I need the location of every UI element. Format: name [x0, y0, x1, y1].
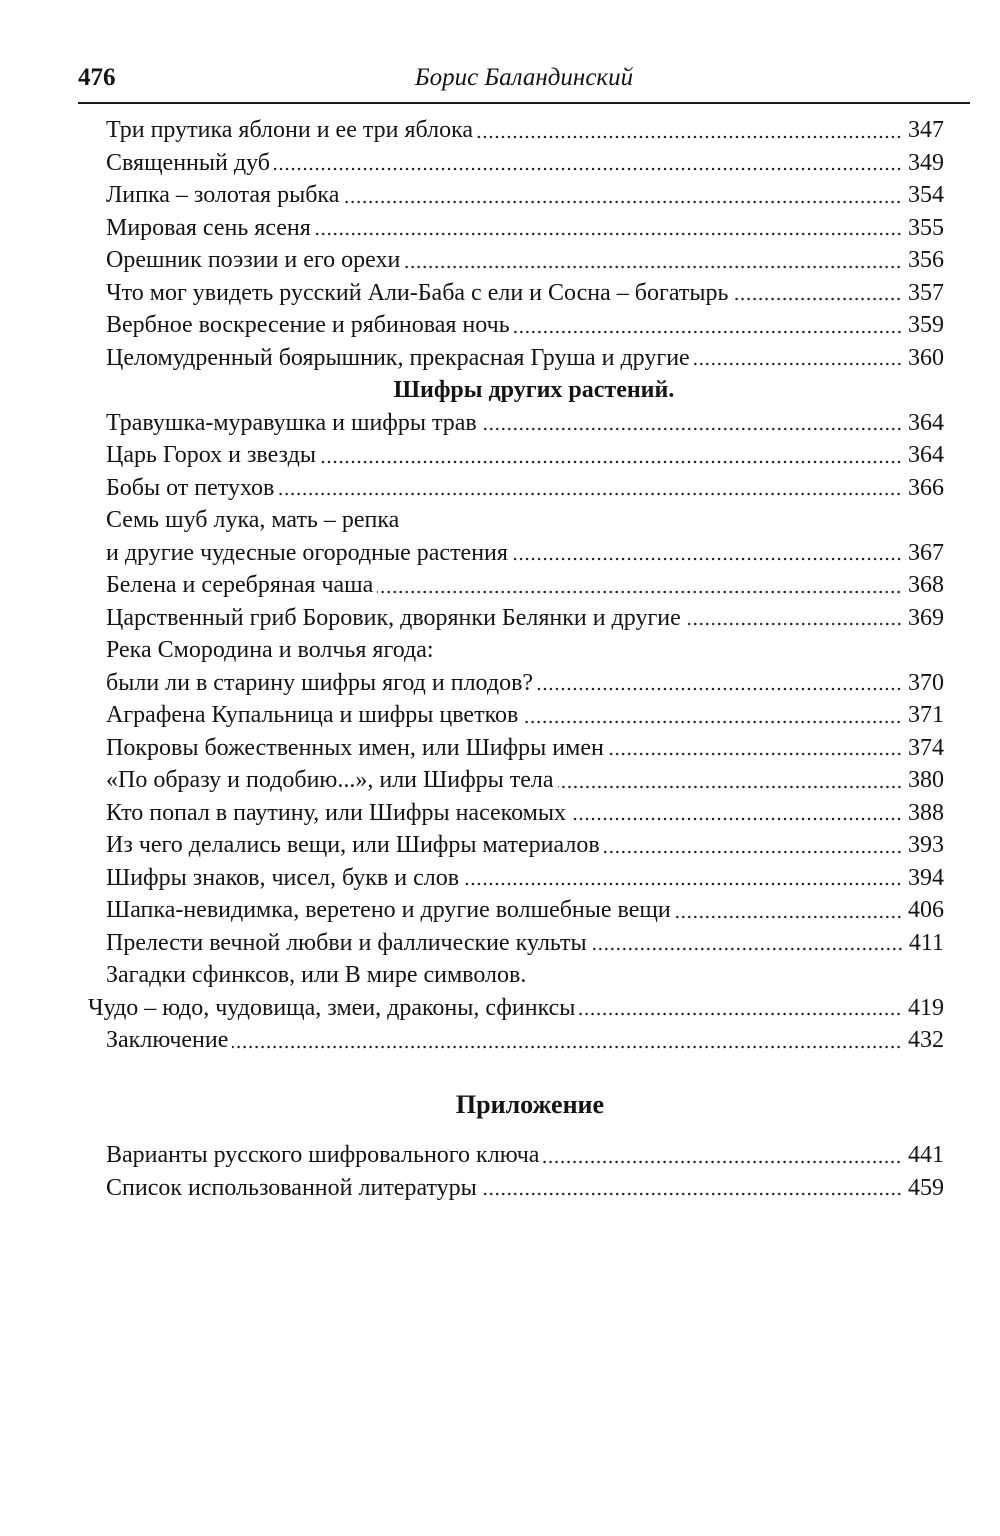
toc-entry-page: 357 — [908, 279, 944, 306]
toc-entry-title: Кто попал в паутину, или Шифры насекомых — [106, 799, 566, 826]
toc-entry-page: 356 — [908, 247, 944, 273]
toc-entry — [0, 569, 1000, 602]
toc-entry-page: 354 — [908, 182, 944, 208]
dot-leader — [404, 265, 902, 269]
toc-entry — [0, 472, 1000, 505]
toc-entry — [0, 927, 1000, 960]
toc-entry-title: Что мог увидеть русский Али-Баба с ели и Сосна – богатырь — [106, 279, 729, 306]
toc-entry-page: 406 — [908, 897, 944, 923]
toc-entry — [0, 537, 1000, 570]
dot-leader — [274, 167, 902, 171]
toc-entry — [0, 667, 1000, 700]
toc-entry-title: Священный дуб — [106, 149, 270, 176]
appendix-list — [0, 1139, 1000, 1204]
toc-entry-title: и другие чудесные огородные растения — [106, 539, 508, 566]
toc-entry — [0, 602, 1000, 635]
dot-leader — [522, 720, 902, 724]
toc-entry-page: 432 — [908, 1027, 944, 1053]
toc-entry-title: Вербное воскресение и рябиновая ночь — [106, 312, 510, 338]
toc-entry-page: 368 — [908, 572, 944, 598]
toc-entry-page: 355 — [908, 214, 944, 241]
dot-leader — [315, 232, 902, 236]
dot-leader — [343, 200, 902, 204]
toc-entry-title: Семь шуб лука, мать – репка — [106, 507, 400, 533]
dot-leader — [558, 785, 902, 789]
dot-leader — [685, 622, 902, 626]
table-of-contents — [0, 114, 1000, 1057]
toc-entry-page: 388 — [908, 799, 944, 826]
dot-leader — [477, 135, 902, 139]
toc-entry-page: 411 — [908, 929, 944, 956]
toc-entry — [0, 959, 1000, 992]
toc-entry-title: Липка – золотая рыбка — [106, 182, 340, 208]
toc-entry-page: 349 — [908, 149, 944, 176]
toc-entry — [0, 1024, 1000, 1057]
toc-entry-title: «По образу и подобию...», или Шифры тела — [106, 767, 554, 793]
toc-entry-title: Мировая сень ясеня — [106, 214, 311, 241]
dot-leader — [481, 1192, 902, 1196]
toc-entry-page: 380 — [908, 767, 944, 793]
toc-entry — [0, 244, 1000, 277]
toc-entry-title: Река Смородина и волчья ягода: — [106, 637, 434, 663]
toc-entry-page: 347 — [908, 117, 944, 143]
toc-entry-page: 364 — [908, 409, 944, 436]
toc-entry-title: Орешник поэзии и его орехи — [106, 247, 401, 273]
section-heading: Шифры других растений. — [393, 377, 675, 403]
toc-entry-title: Белена и серебряная чаша — [106, 572, 374, 598]
dot-leader — [512, 557, 902, 561]
toc-entry — [0, 634, 1000, 667]
toc-entry-title: Заключение — [106, 1027, 229, 1053]
dot-leader — [320, 460, 902, 464]
toc-entry-page: 364 — [908, 442, 944, 468]
toc-entry — [0, 147, 1000, 180]
toc-entry — [0, 1172, 1000, 1205]
toc-entry — [0, 342, 1000, 375]
toc-entry-title: Список использованной литературы — [106, 1174, 477, 1201]
toc-entry — [0, 1139, 1000, 1172]
toc-entry-page: 370 — [908, 669, 944, 696]
dot-leader — [675, 915, 902, 919]
toc-entry-title: Царь Горох и звезды — [106, 442, 316, 468]
toc-entry-title: Аграфена Купальница и шифры цветков — [106, 702, 519, 728]
toc-entry — [0, 179, 1000, 212]
dot-leader — [543, 1160, 902, 1164]
toc-entry — [0, 309, 1000, 342]
toc-entry-page: 459 — [908, 1174, 944, 1201]
dot-leader — [463, 882, 902, 886]
toc-entry-page: 394 — [908, 864, 944, 891]
toc-entry-page: 374 — [908, 734, 944, 761]
dot-leader — [732, 297, 902, 301]
toc-entry-title: Шапка-невидимка, веретено и другие волшебные вещи — [106, 897, 671, 923]
toc-entry-page: 359 — [908, 312, 944, 338]
page-header — [78, 62, 970, 104]
appendix-heading: Приложение — [455, 1090, 605, 1119]
toc-entry-page: 360 — [908, 344, 944, 371]
toc-entry — [0, 992, 1000, 1025]
toc-entry-page: 366 — [908, 474, 944, 501]
dot-leader — [570, 817, 902, 821]
toc-entry-page: 441 — [908, 1142, 944, 1168]
toc-entry — [0, 797, 1000, 830]
dot-leader — [278, 492, 902, 496]
toc-entry — [0, 699, 1000, 732]
dot-leader — [514, 330, 902, 334]
toc-entry-title: Целомудренный боярышник, прекрасная Груша и другие — [106, 344, 690, 371]
dot-leader — [377, 590, 902, 594]
toc-entry-title: Варианты русского шифровального ключа — [106, 1142, 540, 1168]
toc-entry — [0, 829, 1000, 862]
toc-entry-title: Травушка-муравушка и шифры трав — [106, 409, 477, 436]
toc-entry-title: Загадки сфинксов, или В мире символов. — [106, 962, 527, 988]
toc-entry — [0, 212, 1000, 245]
toc-entry — [0, 862, 1000, 895]
toc-entry-page: 367 — [908, 539, 944, 566]
toc-entry-title: были ли в старину шифры ягод и плодов? — [106, 669, 534, 696]
dot-leader — [591, 947, 903, 951]
toc-entry-title: Чудо – юдо, чудовища, змеи, драконы, сфинксы — [88, 994, 576, 1021]
toc-entry — [0, 114, 1000, 147]
toc-entry — [0, 732, 1000, 765]
toc-entry-title: Шифры знаков, чисел, букв и слов — [106, 864, 460, 891]
dot-leader — [481, 427, 902, 431]
toc-entry-page: 419 — [908, 994, 944, 1021]
dot-leader — [537, 687, 902, 691]
toc-entry-title: Три прутика яблони и ее три яблока — [106, 117, 474, 143]
toc-entry — [0, 407, 1000, 440]
toc-entry-title: Царственный гриб Боровик, дворянки Белянки и другие — [106, 604, 681, 631]
page-number: 476 — [78, 64, 116, 91]
toc-list-trees — [0, 114, 1000, 374]
toc-list-other-plants — [0, 407, 1000, 1057]
toc-entry-page: 371 — [908, 702, 944, 728]
toc-entry-title: Из чего делались вещи, или Шифры материалов — [106, 832, 600, 858]
toc-entry — [0, 764, 1000, 797]
toc-entry — [0, 504, 1000, 537]
toc-entry-title: Покровы божественных имен, или Шифры имен — [106, 734, 604, 761]
toc-entry — [0, 894, 1000, 927]
dot-leader — [608, 752, 902, 756]
toc-entry-title: Прелести вечной любви и фаллические культы — [106, 929, 587, 956]
dot-leader — [694, 362, 902, 366]
toc-entry-page: 393 — [908, 832, 944, 858]
running-title: Борис Баландинский — [414, 64, 634, 91]
toc-entry-page: 369 — [908, 604, 944, 631]
dot-leader — [579, 1012, 902, 1016]
toc-entry — [0, 439, 1000, 472]
dot-leader — [604, 850, 902, 854]
toc-entry — [0, 277, 1000, 310]
dot-leader — [232, 1045, 902, 1049]
toc-entry-title: Бобы от петухов — [106, 474, 275, 501]
